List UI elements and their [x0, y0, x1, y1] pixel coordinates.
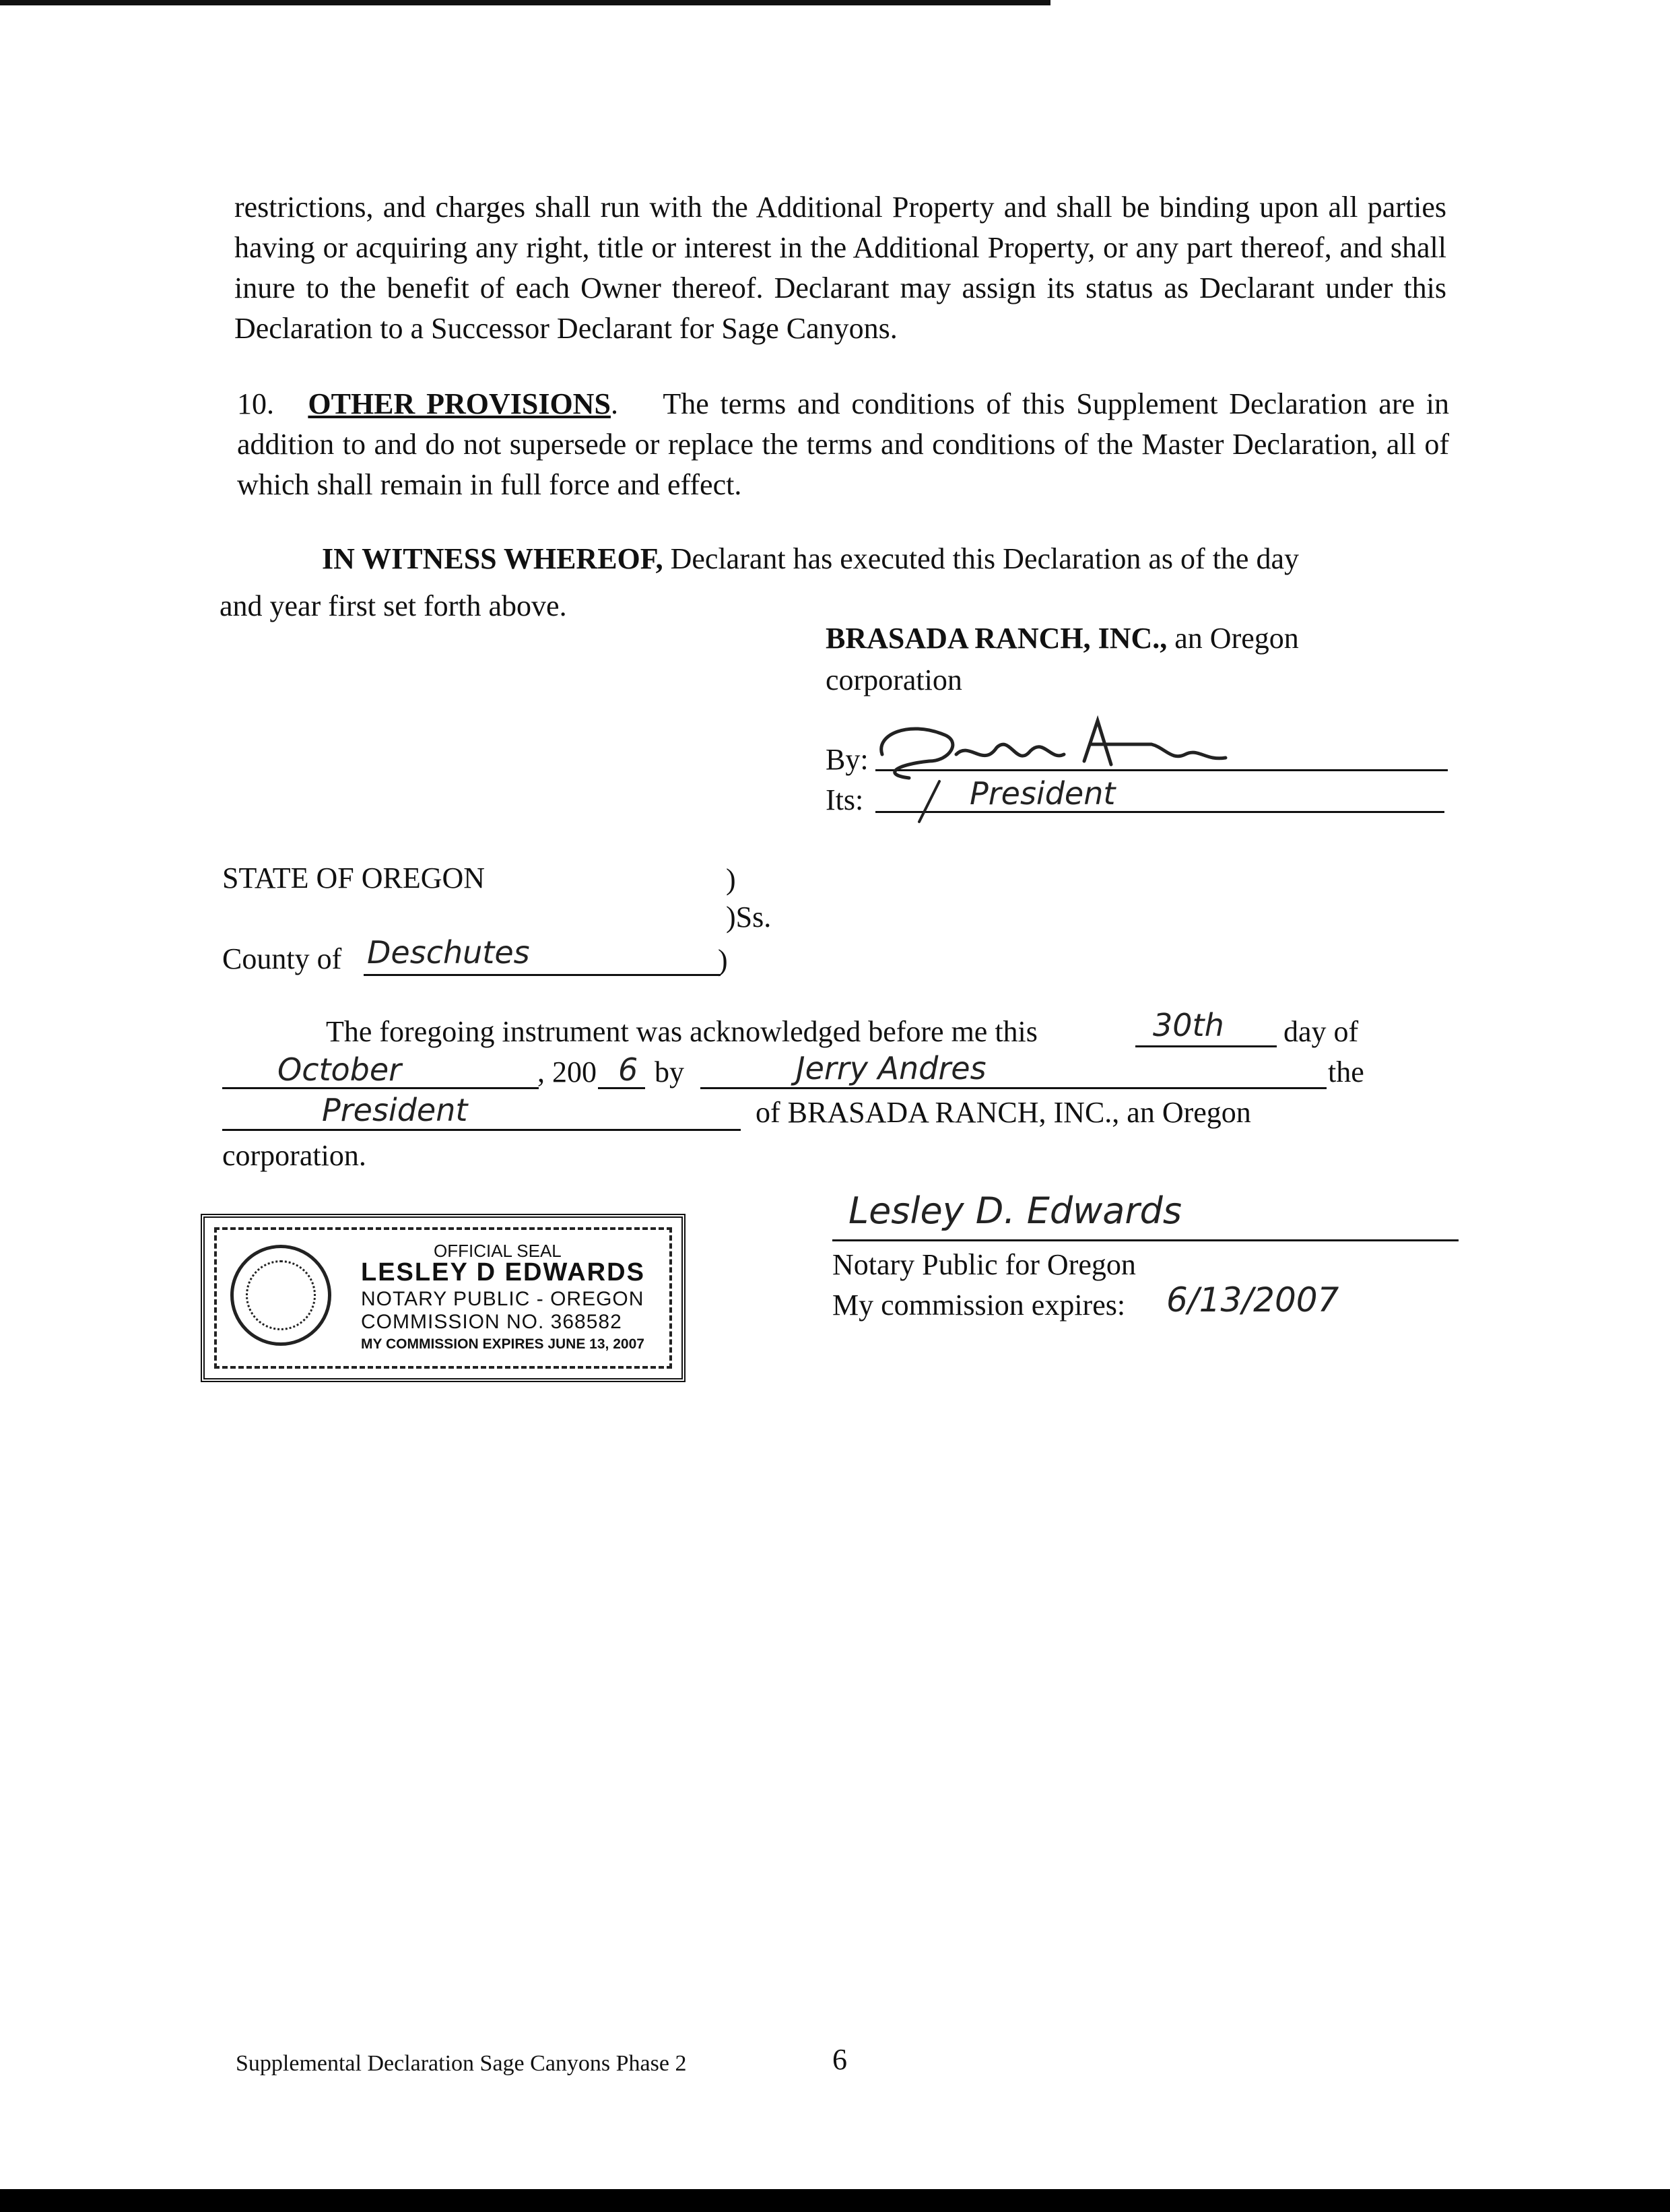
year-prefix: , 200 — [537, 1055, 597, 1088]
name-handwritten: Jerry Andres — [796, 1050, 987, 1086]
month-line — [222, 1087, 539, 1089]
section-10: 10. OTHER PROVISIONS. The terms and conditions of this Supplement Declaration are in addition to and do not supersede or replace the terms and conditions of the Master Declaration, all of which shall remain in full force and effect. — [237, 387, 1450, 501]
day-handwritten: 30th — [1153, 1007, 1224, 1043]
of-company: of BRASADA RANCH, INC., an Oregon — [756, 1096, 1251, 1129]
its-label: Its: — [826, 783, 864, 816]
seal-inner-ring — [246, 1260, 316, 1330]
title-line — [222, 1129, 741, 1131]
ack-line-1: The foregoing instrument was acknowledged before me this — [326, 1015, 1038, 1048]
notary-signature: Lesley D. Edwards — [848, 1190, 1182, 1232]
company-name: BRASADA RANCH, INC., — [826, 622, 1168, 655]
its-slash-mark — [912, 778, 946, 825]
by-word: by — [655, 1055, 684, 1088]
witness-clause-line1 — [322, 540, 1299, 578]
continued-paragraph: restrictions, and charges shall run with the Additional Property and shall be binding upon all parties having or acquiring any right, title or interest in the Additional Property, or any part thereof, and shall inure to the benefit of each Owner thereof. Declarant may assign its status as Declarant under this Declaration to a Successor Declarant for Sage Canyons. — [234, 191, 1446, 345]
by-label: By: — [826, 743, 869, 776]
commission-handwritten: 6/13/2007 — [1166, 1280, 1339, 1320]
state-label: STATE OF OREGON — [222, 861, 486, 894]
footer-doc-title: Supplemental Declaration Sage Canyons Phase 2 — [236, 2051, 687, 2076]
company-line — [826, 620, 1299, 657]
scan-bottom-edge — [0, 2189, 1670, 2212]
section-10-text: The terms and conditions of this Supplement Declaration are in addition to and do not supersede or replace the terms and conditions of the Master Declaration, all of which shall remain in full force and effect. — [237, 387, 1450, 501]
stamp-line-3: NOTARY PUBLIC - OREGON — [361, 1288, 644, 1310]
corporation-label: corporation — [826, 663, 962, 696]
title-handwritten: President — [322, 1092, 468, 1128]
scan-top-edge — [0, 0, 1050, 5]
company-suffix: an Oregon — [1174, 622, 1299, 655]
stamp-line-4: COMMISSION NO. 368582 — [361, 1311, 622, 1333]
paren-1: ) — [726, 863, 736, 896]
year-line — [598, 1087, 645, 1089]
day-of: day of — [1283, 1015, 1359, 1048]
witness-text: Declarant has executed this Declaration as of the day — [670, 542, 1299, 575]
stamp-line-2: LESLEY D EDWARDS — [361, 1258, 645, 1287]
witness-lead: IN WITNESS WHEREOF, — [322, 542, 663, 575]
day-line — [1135, 1045, 1277, 1047]
notary-title: Notary Public for Oregon — [832, 1248, 1136, 1281]
notary-signature-line — [832, 1239, 1459, 1241]
state-seal-icon — [230, 1245, 331, 1346]
paren-2: ) — [718, 944, 728, 977]
name-line — [700, 1087, 1327, 1089]
witness-clause-line2: and year first set forth above. — [220, 589, 567, 622]
its-line — [875, 811, 1444, 813]
ss-label: )Ss. — [726, 901, 772, 934]
county-handwritten: Deschutes — [367, 934, 530, 971]
year-handwritten: 6 — [618, 1051, 638, 1088]
section-10-heading: OTHER PROVISIONS — [308, 387, 611, 420]
the-word: the — [1328, 1055, 1364, 1088]
month-handwritten: October — [277, 1051, 402, 1088]
stamp-line-5: MY COMMISSION EXPIRES JUNE 13, 2007 — [361, 1336, 644, 1352]
its-handwritten: President — [970, 775, 1116, 812]
page-number: 6 — [832, 2043, 847, 2076]
commission-label: My commission expires: — [832, 1289, 1126, 1322]
section-10-number: 10. — [237, 387, 274, 420]
county-line — [364, 974, 721, 976]
official-seal-stamp — [201, 1214, 686, 1382]
stamp-line-1: OFFICIAL SEAL — [434, 1241, 562, 1261]
county-label: County of — [222, 942, 342, 975]
corporation-period: corporation. — [222, 1139, 366, 1172]
